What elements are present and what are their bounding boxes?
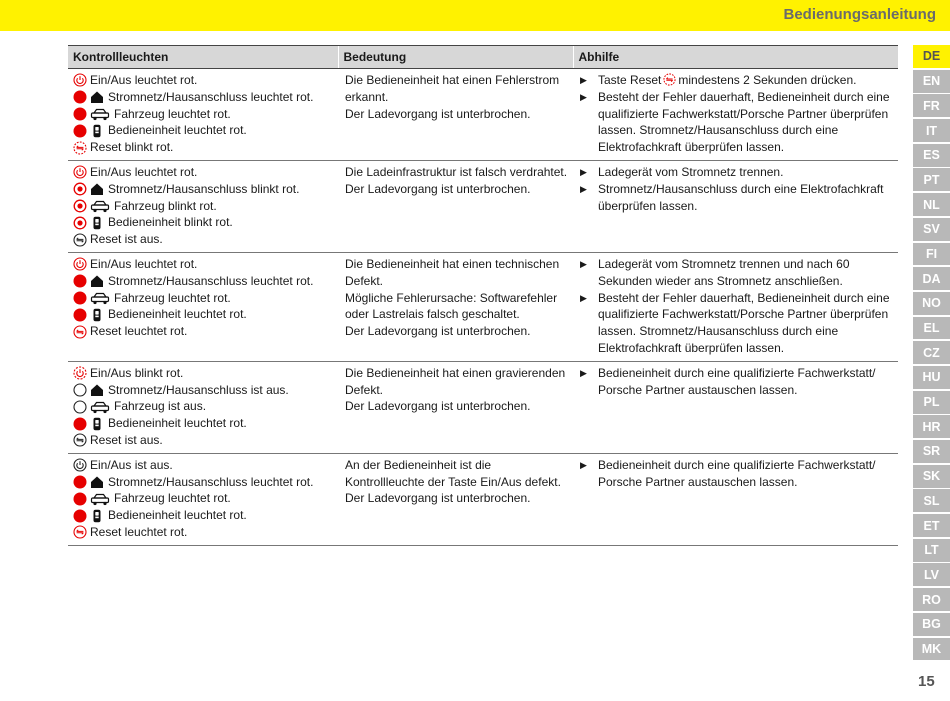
car-icon [90,291,110,305]
red-dot-icon [73,90,87,104]
blink-dot-icon [73,216,87,230]
house-icon [90,475,104,489]
indicator-text: Ein/Aus leuchtet rot. [90,256,198,271]
control-unit-icon [90,417,104,431]
bullet-triangle-icon: ▶ [580,183,587,194]
remedy-item [580,164,893,181]
remedy-text: Stromnetz/Hausanschluss durch eine Elektrofachkraft überprüfen lassen. [598,181,884,213]
remedy-text: Besteht der Fehler dauerhaft, Bedieneinheit durch eine qualifizierte Fachwerkstatt/Porsche Partner überprüfen lassen. Stromnetz/Hausanschluss durch eine Elektrofachkraft überprüfen lassen. [598,89,890,155]
remedy-item [580,457,893,491]
language-tab-cz[interactable]: CZ [913,341,950,364]
meaning-text: Der Ladevorgang ist unterbrochen. [345,399,531,414]
meaning-cell [338,252,573,361]
indicator-text: Stromnetz/Hausanschluss leuchtet rot. [108,273,314,288]
empty-dot-icon [73,383,87,397]
meaning-text: Der Ladevorgang ist unterbrochen. [345,491,531,506]
indicator-line [73,474,333,491]
red-dot-icon [73,475,87,489]
indicator-text: Fahrzeug leuchtet rot. [114,491,231,506]
language-tab-sk[interactable]: SK [913,465,950,488]
language-tab-mk[interactable]: MK [913,638,950,661]
indicator-text: Fahrzeug leuchtet rot. [114,290,231,305]
red-dot-icon [73,124,87,138]
indicator-text: Ein/Aus leuchtet rot. [90,73,198,87]
red-dot-icon [73,308,87,322]
table-row [68,361,898,453]
indicator-line [73,490,333,507]
indicator-line [73,306,333,323]
meaning-cell [338,69,573,161]
indicator-line [73,164,333,181]
indicator-line [73,365,333,382]
language-sidebar [913,45,950,662]
control-unit-icon [90,216,104,230]
language-tab-fr[interactable]: FR [913,94,950,117]
power-red-icon [73,165,87,179]
remedy-text-before: Taste Reset [598,73,662,87]
house-icon [90,274,104,288]
remedy-item [580,72,893,89]
indicator-line [73,106,333,123]
indicator-text: Bedieneinheit leuchtet rot. [108,307,247,322]
language-tab-et[interactable]: ET [913,514,950,537]
language-tab-sr[interactable]: SR [913,440,950,463]
indicator-line [73,273,333,290]
indicator-line [73,382,333,399]
empty-dot-icon [73,400,87,414]
power-blink-icon [73,366,87,380]
indicator-line [73,72,333,89]
car-icon [90,492,110,506]
red-dot-icon [73,509,87,523]
remedy-text: Ladegerät vom Stromnetz trennen. [598,164,784,179]
bullet-triangle-icon: ▶ [580,459,587,470]
language-tab-el[interactable]: EL [913,317,950,340]
indicator-cell [68,69,338,161]
bullet-triangle-icon: ▶ [580,367,587,378]
indicator-table [68,45,898,546]
blink-dot-icon [73,199,87,213]
remedy-cell [573,69,898,161]
red-dot-icon [73,417,87,431]
indicator-text: Reset ist aus. [90,432,163,447]
language-tab-sl[interactable]: SL [913,489,950,512]
language-tab-bg[interactable]: BG [913,613,950,636]
red-dot-icon [73,492,87,506]
car-icon [90,199,110,213]
reset-off-icon [73,433,87,447]
language-tab-nl[interactable]: NL [913,193,950,216]
reset-blink-icon [73,141,87,155]
bullet-triangle-icon: ▶ [580,91,587,102]
indicator-table-wrapper [68,45,898,546]
house-icon [90,383,104,397]
indicator-line [73,398,333,415]
indicator-text: Fahrzeug leuchtet rot. [114,106,231,121]
power-off-icon [73,458,87,472]
car-icon [90,400,110,414]
meaning-text: Die Bedieneinheit hat einen technischen Defekt. [345,256,560,288]
indicator-text: Bedieneinheit leuchtet rot. [108,508,247,523]
indicator-line [73,181,333,198]
power-red-icon [73,73,87,87]
meaning-text: Die Ladeinfrastruktur ist falsch verdrahtet. [345,164,568,179]
language-tab-de[interactable]: DE [913,45,950,68]
indicator-cell [68,361,338,453]
blink-dot-icon [73,182,87,196]
indicator-text: Ein/Aus blinkt rot. [90,365,184,380]
meaning-text: Die Bedieneinheit hat einen Fehlerstrom erkannt. [345,73,560,104]
language-tab-hr[interactable]: HR [913,415,950,438]
meaning-text: Mögliche Fehlerursache: Softwarefehler oder Lastrelais falsch geschaltet. [345,290,558,322]
language-tab-hu[interactable]: HU [913,366,950,389]
red-dot-icon [73,107,87,121]
language-tab-no[interactable]: NO [913,292,950,315]
power-red-icon [73,257,87,271]
indicator-text: Stromnetz/Hausanschluss leuchtet rot. [108,89,314,104]
meaning-text: Die Bedieneinheit hat einen gravierenden Defekt. [345,365,566,397]
indicator-line [73,198,333,215]
indicator-cell [68,453,338,545]
top-bar [0,0,950,31]
indicator-cell [68,252,338,361]
header-kontrollleuchten: Kontrollleuchten [68,46,338,69]
house-icon [90,182,104,196]
red-dot-icon [73,274,87,288]
control-unit-icon [90,509,104,523]
meaning-cell [338,453,573,545]
language-tab-es[interactable]: ES [913,144,950,167]
meaning-text: Der Ladevorgang ist unterbrochen. [345,106,531,121]
meaning-cell [338,160,573,252]
remedy-text-after: mindestens 2 Sekunden drücken. [678,73,857,87]
remedy-cell [573,252,898,361]
indicator-text: Reset leuchtet rot. [90,524,188,539]
reset-blink-icon [663,73,676,86]
indicator-line [73,89,333,106]
bullet-triangle-icon: ▶ [580,292,587,303]
language-tab-pl[interactable]: PL [913,391,950,414]
indicator-line [73,507,333,524]
indicator-text: Bedieneinheit blinkt rot. [108,215,233,230]
indicator-line [73,415,333,432]
bullet-triangle-icon: ▶ [580,258,587,269]
indicator-line [73,323,333,340]
table-row [68,453,898,545]
reset-off-icon [73,233,87,247]
table-header-row [68,46,898,69]
indicator-text: Stromnetz/Hausanschluss ist aus. [108,382,289,397]
header-abhilfe: Abhilfe [573,46,898,69]
indicator-text: Reset blinkt rot. [90,140,174,155]
indicator-text: Fahrzeug ist aus. [114,399,207,414]
language-tab-sv[interactable]: SV [913,218,950,241]
house-icon [90,90,104,104]
language-tab-lt[interactable]: LT [913,539,950,562]
language-tab-da[interactable]: DA [913,267,950,290]
remedy-item [580,256,893,290]
indicator-line [73,457,333,474]
language-tab-ro[interactable]: RO [913,588,950,611]
bullet-triangle-icon: ▶ [580,75,587,85]
manual-title: Bedienungsanleitung [783,6,936,23]
remedy-cell [573,160,898,252]
meaning-text: Der Ladevorgang ist unterbrochen. [345,324,531,339]
remedy-cell [573,453,898,545]
remedy-item [580,290,893,357]
language-tab-en[interactable]: EN [913,70,950,93]
table-row [68,252,898,361]
meaning-cell [338,361,573,453]
table-row [68,69,898,161]
indicator-line [73,231,333,248]
indicator-line [73,290,333,307]
control-unit-icon [90,124,104,138]
language-tab-it[interactable]: IT [913,119,950,142]
indicator-text: Ein/Aus ist aus. [90,457,173,472]
indicator-line [73,122,333,139]
remedy-text: Besteht der Fehler dauerhaft, Bedieneinheit durch eine qualifizierte Fachwerkstatt/Porsche Partner überprüfen lassen. Stromnetz/Hausanschluss durch eine Elektrofachkraft überprüfen lassen. [598,290,890,355]
remedy-item [580,365,893,399]
reset-red-icon [73,525,87,539]
remedy-item [580,89,893,156]
indicator-line [73,256,333,273]
remedy-text: Ladegerät vom Stromnetz trennen und nach 60 Sekunden wieder ans Stromnetz anschließen. [598,256,850,288]
car-icon [90,107,110,121]
indicator-line [73,432,333,449]
bullet-triangle-icon: ▶ [580,166,587,177]
indicator-text: Fahrzeug blinkt rot. [114,198,217,213]
indicator-text: Stromnetz/Hausanschluss leuchtet rot. [108,474,314,489]
indicator-text: Reset ist aus. [90,232,163,247]
language-tab-pt[interactable]: PT [913,168,950,191]
indicator-line [73,214,333,231]
reset-red-icon [73,325,87,339]
indicator-text: Bedieneinheit leuchtet rot. [108,416,247,431]
page-number: 15 [918,673,935,690]
indicator-line [73,524,333,541]
header-bedeutung: Bedeutung [338,46,573,69]
language-tab-fi[interactable]: FI [913,243,950,266]
indicator-text: Bedieneinheit leuchtet rot. [108,123,247,138]
remedy-text: Bedieneinheit durch eine qualifizierte Fachwerkstatt/ Porsche Partner austauschen lassen. [598,457,876,489]
language-tab-lv[interactable]: LV [913,563,950,586]
indicator-text: Ein/Aus leuchtet rot. [90,164,198,179]
table-row [68,160,898,252]
indicator-cell [68,160,338,252]
indicator-line [73,139,333,156]
control-unit-icon [90,308,104,322]
remedy-cell [573,361,898,453]
remedy-item [580,181,893,215]
remedy-text: Bedieneinheit durch eine qualifizierte Fachwerkstatt/ Porsche Partner austauschen lassen. [598,365,876,397]
meaning-text: Der Ladevorgang ist unterbrochen. [345,181,531,196]
indicator-text: Reset leuchtet rot. [90,324,188,339]
indicator-text: Stromnetz/Hausanschluss blinkt rot. [108,181,300,196]
meaning-text: An der Bedieneinheit ist die Kontrollleuchte der Taste Ein/Aus defekt. [345,457,561,489]
red-dot-icon [73,291,87,305]
